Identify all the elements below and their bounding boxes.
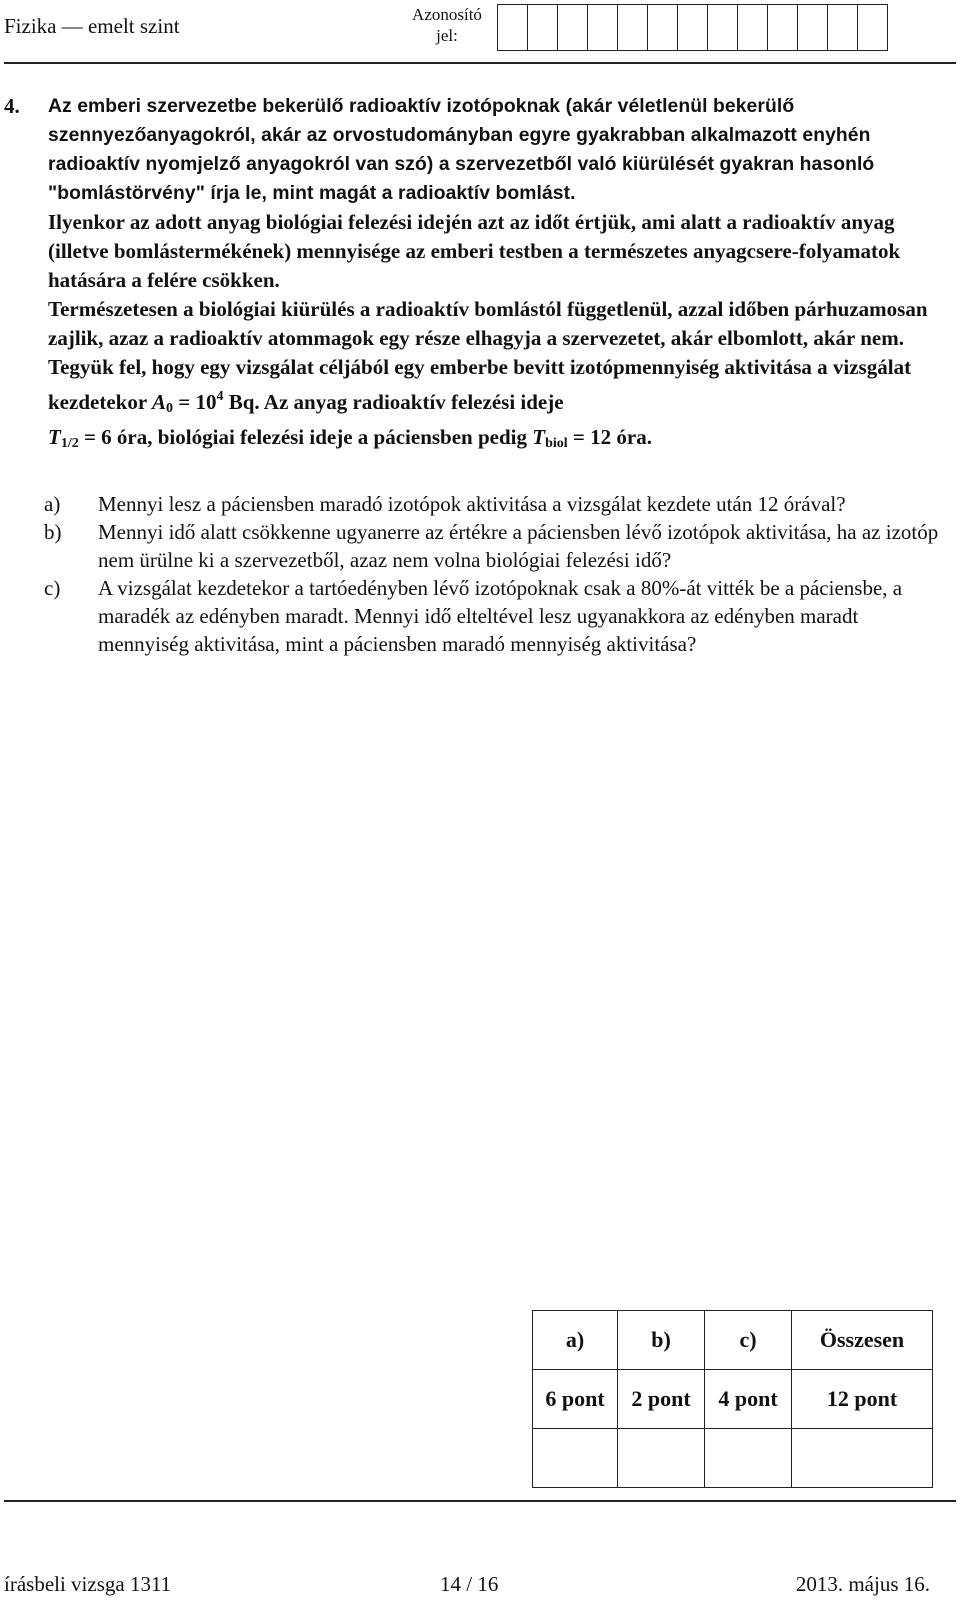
- score-entry-a[interactable]: [533, 1429, 618, 1488]
- score-header-b: b): [618, 1311, 705, 1370]
- id-code-box[interactable]: [798, 4, 828, 51]
- score-header-total: Összesen: [792, 1311, 933, 1370]
- problem-intro: Az emberi szervezetbe bekerülő radioaktív izotópoknak (akár véletlenül bekerülő szennyezőanyagokról, akár az orvostudományban egyre gyakrabban alkalmazott enyhén radioaktív nyomjelző anyagokról van szó) a szervezetből való kiürülését gyakran hasonló "bomlástörvény" írja le, mint magát a radioaktív bomlást.: [48, 96, 875, 204]
- id-code-box[interactable]: [858, 4, 888, 51]
- symbol-A: A: [152, 390, 167, 414]
- problem-paragraph-2: Ilyenkor az adott anyag biológiai felezési idején azt az időt értjük, ami alatt a radioaktív anyag (illetve bomlástermékének) mennyisége az emberi testben a természetes anyagcsere-folyamatok hatására a felére csökken.: [48, 210, 901, 292]
- page-header-title: Fizika — emelt szint: [4, 14, 180, 38]
- score-header-c: c): [705, 1311, 792, 1370]
- question-text: Mennyi lesz a páciensben maradó izotópok aktivitása a vizsgálat kezdete után 12 órával?: [98, 492, 846, 516]
- symbol-T-biol: T: [532, 425, 546, 449]
- score-header-a: a): [533, 1311, 618, 1370]
- question-a: [44, 490, 954, 518]
- score-header-row: [533, 1311, 933, 1370]
- header-divider: [4, 62, 956, 64]
- id-code-box[interactable]: [828, 4, 858, 51]
- score-points-c: 4 pont: [705, 1370, 792, 1429]
- score-points-total: 12 pont: [792, 1370, 933, 1429]
- question-text: A vizsgálat kezdetekor a tartóedényben lévő izotópoknak csak a 80%-át vitték be a páciensbe, a maradék az edényben maradt. Mennyi idő elteltével lesz ugyanakkora az edényben maradt mennyiség aktivitása, mint a páciensben maradó mennyiség aktivitása?: [98, 576, 903, 656]
- problem-number: 4.: [4, 94, 20, 118]
- question-c: [44, 574, 954, 658]
- id-code-box[interactable]: [498, 4, 528, 51]
- question-letter: c): [44, 576, 61, 600]
- id-code-box[interactable]: [588, 4, 618, 51]
- score-entry-total[interactable]: [792, 1429, 933, 1488]
- id-code-boxes: [497, 4, 888, 51]
- footer-exam-label: írásbeli vizsga 1311: [4, 1572, 172, 1596]
- footer-page-number: 14 / 16: [440, 1572, 499, 1596]
- footer-date: 2013. május 16.: [795, 1572, 930, 1596]
- score-points-row: [533, 1370, 933, 1429]
- question-letter: b): [44, 520, 62, 544]
- question-letter: a): [44, 492, 61, 516]
- score-entry-c[interactable]: [705, 1429, 792, 1488]
- id-code-box[interactable]: [558, 4, 588, 51]
- score-entry-row: [533, 1429, 933, 1488]
- id-code-box[interactable]: [768, 4, 798, 51]
- score-points-a: 6 pont: [533, 1370, 618, 1429]
- id-label: Azonosító jel:: [412, 5, 482, 45]
- problem-statement: [4, 92, 956, 458]
- id-code-box[interactable]: [618, 4, 648, 51]
- symbol-T: T: [48, 425, 61, 449]
- score-entry-b[interactable]: [618, 1429, 705, 1488]
- score-table: [532, 1310, 933, 1488]
- question-text: Mennyi idő alatt csökkenne ugyanerre az értékre a páciensben lévő izotópok aktivitása, ha az izotóp nem ürülne ki a szervezetből, azaz nem volna biológiai felezési idő?: [98, 520, 939, 572]
- id-code-box[interactable]: [648, 4, 678, 51]
- id-code-box[interactable]: [678, 4, 708, 51]
- question-b: [44, 518, 954, 574]
- question-list: [44, 490, 954, 658]
- id-code-box[interactable]: [528, 4, 558, 51]
- id-code-box[interactable]: [708, 4, 738, 51]
- footer-divider: [4, 1500, 956, 1502]
- problem-paragraph-3: Természetesen a biológiai kiürülés a radioaktív bomlástól függetlenül, azzal időben párhuzamosan zajlik, azaz a radioaktív atommagok egy része elhagyja a szervezetet, akár elbomlott, akár nem.: [48, 297, 928, 350]
- score-points-b: 2 pont: [618, 1370, 705, 1429]
- problem-paragraph-4: Tegyük fel, hogy egy vizsgálat céljából egy emberbe bevitt izotópmennyiség aktivitása a vizsgálat kezdetekor $A_0 = 10^4$ Bq. Az anyag radioaktív felezési ideje $T_{1/2} = 6$ óra, biológiai felezési ideje a páciensben pedig $T_{biol} = 12$ óra.: [48, 355, 912, 451]
- id-code-box[interactable]: [738, 4, 768, 51]
